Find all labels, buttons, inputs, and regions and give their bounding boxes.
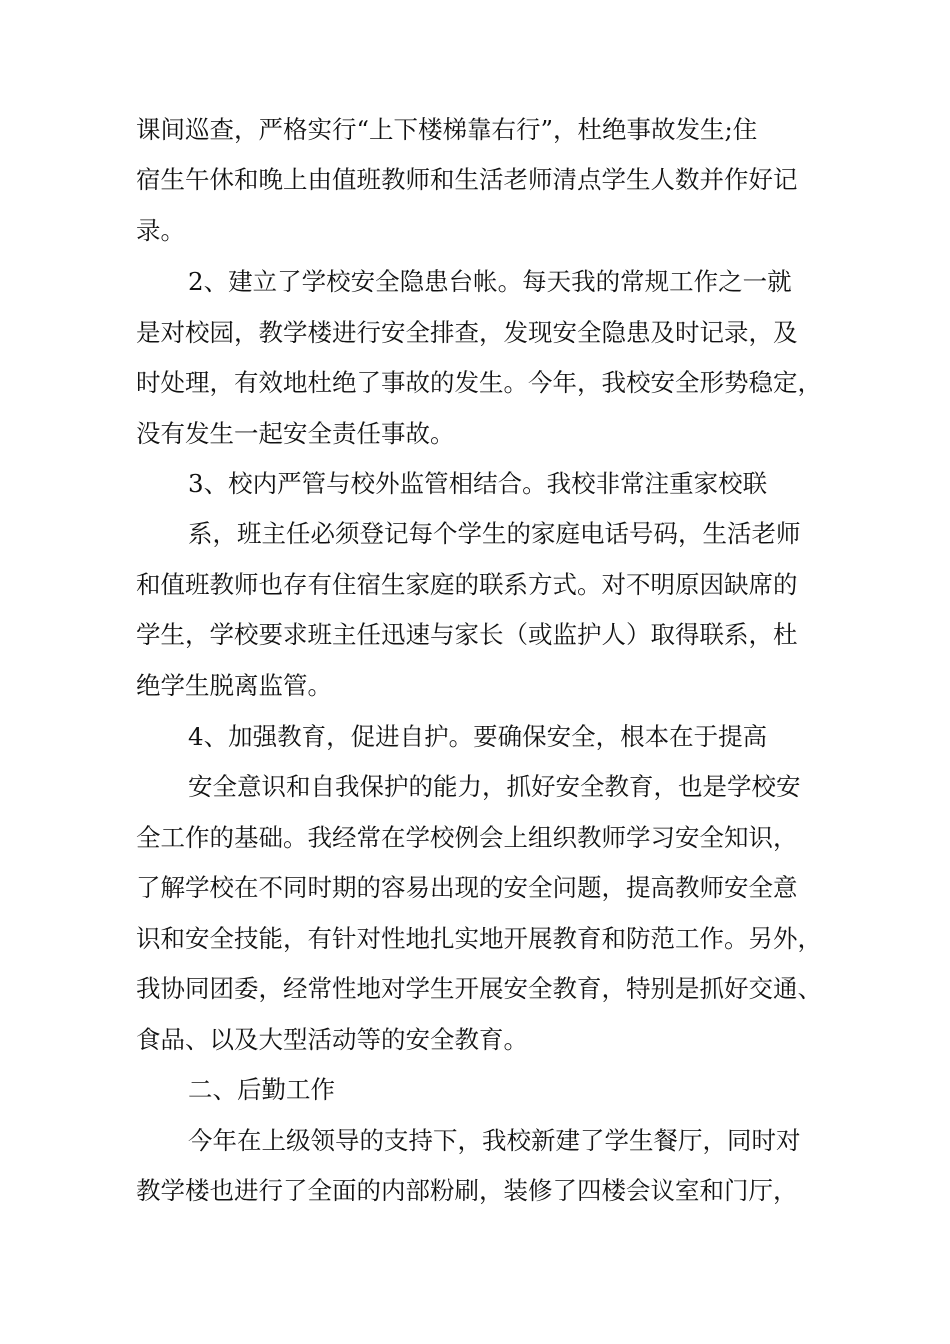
text-line: 教学楼也进行了全面的内部粉刷，装修了四楼会议室和门厅，: [136, 1176, 798, 1205]
text-line: 课间巡查，严格实行“上下楼梯靠右行”，杜绝事故发生;住: [136, 115, 758, 144]
text-line: 我协同团委，经常性地对学生开展安全教育，特别是抓好交通、: [136, 974, 822, 1003]
text-line: 没有发生一起安全责任事故。: [136, 419, 455, 448]
text-line: 食品、以及大型活动等的安全教育。: [136, 1025, 528, 1054]
text-line: 系，班主任必须登记每个学生的家庭电话号码，生活老师: [188, 519, 801, 548]
text-line: 安全意识和自我保护的能力，抓好安全教育，也是学校安: [188, 772, 801, 801]
text-line: 学生，学校要求班主任迅速与家长（或监护人）取得联系，杜: [136, 620, 798, 649]
section-heading: 二、后勤工作: [188, 1075, 335, 1104]
text-line: 全工作的基础。我经常在学校例会上组织教师学习安全知识，: [136, 823, 798, 852]
text-line: 是对校园，教学楼进行安全排查，发现安全隐患及时记录，及: [136, 318, 798, 347]
text-line: 识和安全技能，有针对性地扎实地开展教育和防范工作。另外，: [136, 924, 822, 953]
text-line: 3、校内严管与校外监管相结合。我校非常注重家校联: [188, 469, 768, 498]
text-line: 绝学生脱离监管。: [136, 671, 332, 700]
text-line: 4、加强教育，促进自护。要确保安全，根本在于提高: [188, 722, 768, 751]
text-line: 了解学校在不同时期的容易出现的安全问题，提高教师安全意: [136, 873, 798, 902]
text-line: 2、建立了学校安全隐患台帐。每天我的常规工作之一就: [188, 267, 792, 296]
text-line: 和值班教师也存有住宿生家庭的联系方式。对不明原因缺席的: [136, 570, 798, 599]
text-line: 宿生午休和晚上由值班教师和生活老师清点学生人数并作好记: [136, 165, 798, 194]
text-line: 时处理，有效地杜绝了事故的发生。今年，我校安全形势稳定，: [136, 368, 822, 397]
text-line: 录。: [136, 216, 185, 245]
text-line: 今年在上级领导的支持下，我校新建了学生餐厅，同时对: [188, 1126, 801, 1155]
